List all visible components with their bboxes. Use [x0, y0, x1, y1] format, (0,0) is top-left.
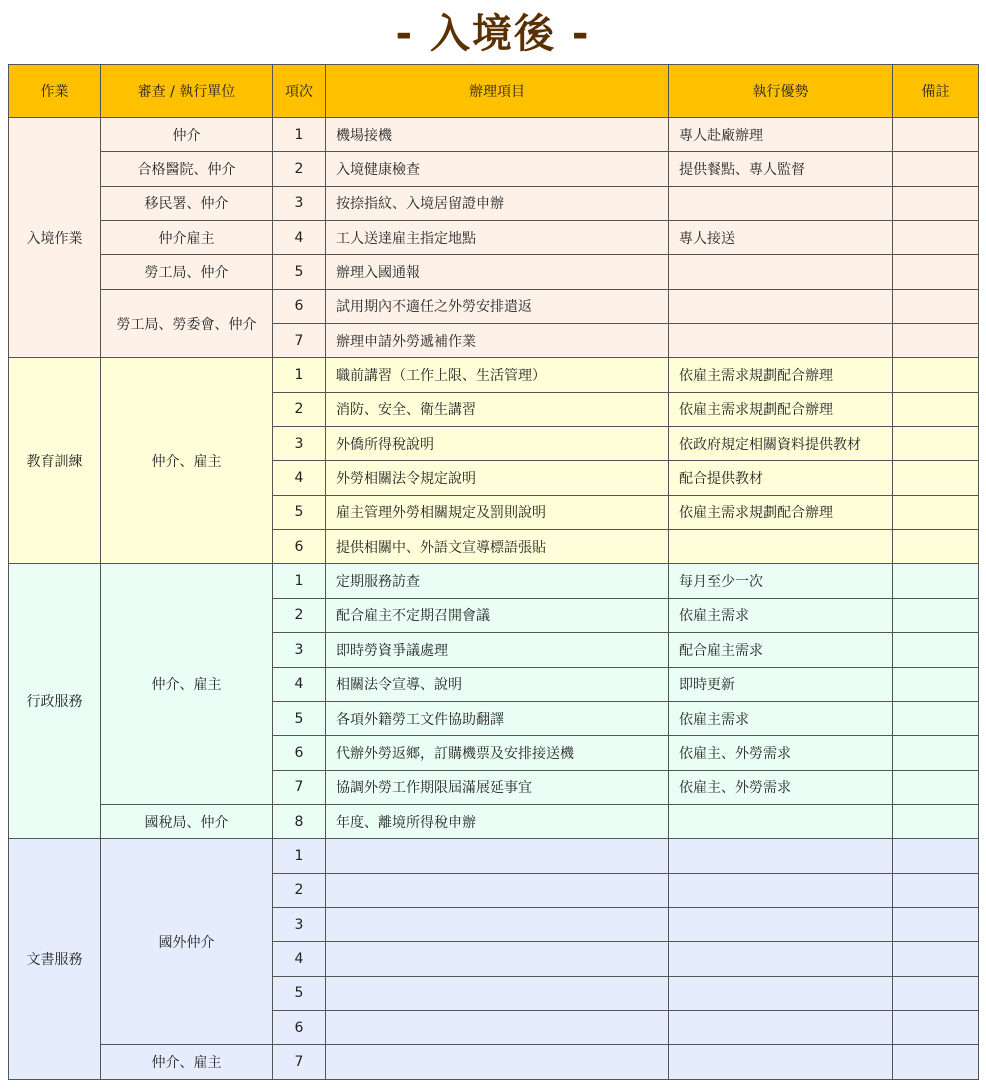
note-cell: [893, 633, 979, 667]
item-cell: 消防、安全、衛生講習: [326, 392, 669, 426]
number-cell: 3: [273, 427, 326, 461]
advantage-cell: [669, 1045, 893, 1079]
item-cell: 雇主管理外勞相關規定及罰則說明: [326, 495, 669, 529]
item-cell: [326, 873, 669, 907]
table-row: [9, 221, 979, 255]
table-row: [9, 358, 979, 392]
item-cell: 各項外籍勞工文件協助翻譯: [326, 701, 669, 735]
advantage-cell: 依雇主需求規劃配合辦理: [669, 495, 893, 529]
number-cell: 3: [273, 633, 326, 667]
note-cell: [893, 530, 979, 564]
item-cell: 配合雇主不定期召開會議: [326, 598, 669, 632]
advantage-cell: 依雇主需求規劃配合辦理: [669, 392, 893, 426]
number-cell: 5: [273, 495, 326, 529]
item-cell: 辦理入國通報: [326, 255, 669, 289]
number-cell: 6: [273, 289, 326, 323]
note-cell: [893, 186, 979, 220]
item-cell: 年度、離境所得稅申辦: [326, 804, 669, 838]
page-title: - 入境後 -: [395, 11, 591, 57]
note-cell: [893, 324, 979, 358]
table-row: [9, 564, 979, 598]
unit-cell: 合格醫院、仲介: [101, 152, 273, 186]
header-row: [9, 65, 979, 118]
note-cell: [893, 289, 979, 323]
advantage-cell: [669, 976, 893, 1010]
advantage-cell: [669, 255, 893, 289]
number-cell: 1: [273, 839, 326, 873]
table-row: [9, 1045, 979, 1079]
advantage-cell: 專人赴廠辦理: [669, 118, 893, 152]
advantage-cell: [669, 289, 893, 323]
note-cell: [893, 804, 979, 838]
advantage-cell: 依雇主需求: [669, 598, 893, 632]
item-cell: [326, 1010, 669, 1044]
item-cell: 試用期內不適任之外勞安排遣返: [326, 289, 669, 323]
note-cell: [893, 255, 979, 289]
note-cell: [893, 118, 979, 152]
unit-cell: 仲介、雇主: [101, 1045, 273, 1079]
unit-cell: 仲介雇主: [101, 221, 273, 255]
item-cell: [326, 976, 669, 1010]
number-cell: 6: [273, 1010, 326, 1044]
item-cell: 即時勞資爭議處理: [326, 633, 669, 667]
advantage-cell: [669, 804, 893, 838]
note-cell: [893, 221, 979, 255]
item-cell: [326, 942, 669, 976]
note-cell: [893, 976, 979, 1010]
unit-cell: 國稅局、仲介: [101, 804, 273, 838]
advantage-cell: 依雇主、外勞需求: [669, 770, 893, 804]
note-cell: [893, 873, 979, 907]
number-cell: 4: [273, 667, 326, 701]
note-cell: [893, 427, 979, 461]
note-cell: [893, 1010, 979, 1044]
advantage-cell: [669, 186, 893, 220]
table-row: [9, 152, 979, 186]
note-cell: [893, 598, 979, 632]
number-cell: 6: [273, 530, 326, 564]
item-cell: 相關法令宣導、說明: [326, 667, 669, 701]
task-cell: 入境作業: [9, 118, 101, 358]
unit-cell: 仲介、雇主: [101, 564, 273, 804]
header-cell-note: 備註: [893, 65, 979, 118]
note-cell: [893, 564, 979, 598]
task-cell: 文書服務: [9, 839, 101, 1079]
item-cell: 辦理申請外勞遞補作業: [326, 324, 669, 358]
number-cell: 5: [273, 701, 326, 735]
item-cell: [326, 907, 669, 941]
table-row: [9, 118, 979, 152]
header-cell-task: 作業: [9, 65, 101, 118]
advantage-cell: [669, 839, 893, 873]
item-cell: 工人送達雇主指定地點: [326, 221, 669, 255]
header-cell-number: 項次: [273, 65, 326, 118]
unit-cell: 移民署、仲介: [101, 186, 273, 220]
advantage-cell: [669, 907, 893, 941]
header-cell-advantage: 執行優勢: [669, 65, 893, 118]
item-cell: 機場接機: [326, 118, 669, 152]
note-cell: [893, 461, 979, 495]
number-cell: 1: [273, 358, 326, 392]
header-cell-item: 辦理項目: [326, 65, 669, 118]
advantage-cell: [669, 324, 893, 358]
item-cell: 入境健康檢查: [326, 152, 669, 186]
advantage-cell: 依雇主需求規劃配合辦理: [669, 358, 893, 392]
item-cell: [326, 1045, 669, 1079]
note-cell: [893, 667, 979, 701]
number-cell: 7: [273, 1045, 326, 1079]
advantage-cell: 依雇主、外勞需求: [669, 736, 893, 770]
note-cell: [893, 392, 979, 426]
number-cell: 7: [273, 324, 326, 358]
task-cell: 行政服務: [9, 564, 101, 839]
item-cell: 定期服務訪查: [326, 564, 669, 598]
number-cell: 1: [273, 564, 326, 598]
number-cell: 6: [273, 736, 326, 770]
table-row: [9, 804, 979, 838]
note-cell: [893, 770, 979, 804]
advantage-cell: [669, 530, 893, 564]
item-cell: [326, 839, 669, 873]
unit-cell: 仲介: [101, 118, 273, 152]
advantage-cell: 每月至少一次: [669, 564, 893, 598]
advantage-cell: 配合提供教材: [669, 461, 893, 495]
note-cell: [893, 701, 979, 735]
number-cell: 4: [273, 221, 326, 255]
note-cell: [893, 358, 979, 392]
note-cell: [893, 495, 979, 529]
note-cell: [893, 942, 979, 976]
number-cell: 2: [273, 598, 326, 632]
number-cell: 3: [273, 186, 326, 220]
advantage-cell: 提供餐點、專人監督: [669, 152, 893, 186]
number-cell: 2: [273, 873, 326, 907]
item-cell: 職前講習（工作上限、生活管理）: [326, 358, 669, 392]
number-cell: 4: [273, 461, 326, 495]
note-cell: [893, 152, 979, 186]
unit-cell: 勞工局、勞委會、仲介: [101, 289, 273, 358]
advantage-cell: [669, 942, 893, 976]
advantage-cell: 配合雇主需求: [669, 633, 893, 667]
advantage-cell: 依雇主需求: [669, 701, 893, 735]
advantage-cell: [669, 1010, 893, 1044]
table-row: [9, 186, 979, 220]
number-cell: 5: [273, 976, 326, 1010]
advantage-cell: 專人接送: [669, 221, 893, 255]
advantage-cell: [669, 873, 893, 907]
unit-cell: 國外仲介: [101, 839, 273, 1045]
unit-cell: 仲介、雇主: [101, 358, 273, 564]
header-cell-unit: 審查 / 執行單位: [101, 65, 273, 118]
number-cell: 1: [273, 118, 326, 152]
unit-cell: 勞工局、仲介: [101, 255, 273, 289]
number-cell: 4: [273, 942, 326, 976]
note-cell: [893, 839, 979, 873]
item-cell: 代辦外勞返鄉，訂購機票及安排接送機: [326, 736, 669, 770]
note-cell: [893, 1045, 979, 1079]
number-cell: 2: [273, 152, 326, 186]
item-cell: 協調外勞工作期限屆滿展延事宜: [326, 770, 669, 804]
number-cell: 7: [273, 770, 326, 804]
number-cell: 5: [273, 255, 326, 289]
table-row: [9, 289, 979, 323]
advantage-cell: 即時更新: [669, 667, 893, 701]
number-cell: 3: [273, 907, 326, 941]
item-cell: 提供相關中、外語文宣導標語張貼: [326, 530, 669, 564]
number-cell: 2: [273, 392, 326, 426]
number-cell: 8: [273, 804, 326, 838]
item-cell: 外勞相關法令規定說明: [326, 461, 669, 495]
task-cell: 教育訓練: [9, 358, 101, 564]
table-row: [9, 839, 979, 873]
table-row: [9, 255, 979, 289]
service-table: [8, 64, 979, 1080]
item-cell: 按捺指紋、入境居留證申辦: [326, 186, 669, 220]
item-cell: 外僑所得稅說明: [326, 427, 669, 461]
note-cell: [893, 907, 979, 941]
note-cell: [893, 736, 979, 770]
advantage-cell: 依政府規定相關資料提供教材: [669, 427, 893, 461]
